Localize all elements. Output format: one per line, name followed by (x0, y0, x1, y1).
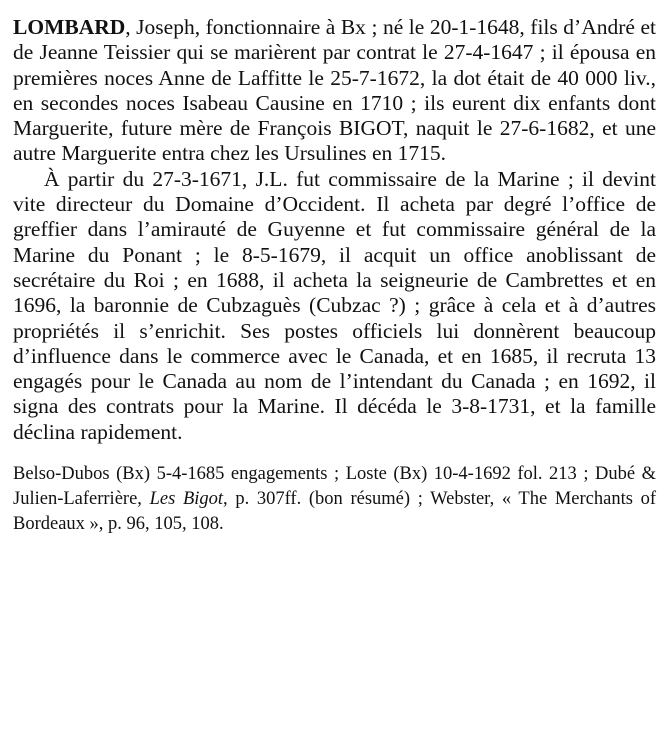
page (13, 15, 656, 537)
biographical-entry (13, 15, 656, 445)
entry-paragraph-1 (13, 15, 656, 167)
sources-text-2: , p. 307ff. (bon résumé) ; Webster, « The Merchants of Bordeaux », p. 96, 105, 108. (13, 489, 657, 535)
sources-paragraph (13, 462, 656, 537)
entry-headword: LOMBARD (13, 15, 126, 39)
sources-text-1: Belso-Dubos (Bx) 5-4-1685 engagements ; Loste (Bx) 10-4-1692 fol. 213 ; Dubé & Julien-Laferrière, (13, 464, 656, 510)
sources-book-title: Les Bigot (149, 489, 224, 510)
entry-intro-text: , Joseph, fonctionnaire à Bx ; né le 20-1-1648, fils d’André et de Jeanne Teissier qui se marièrent par contrat le 27-4-1647 ; il épousa en premières noces Anne de Laffitte le 25-7-1672, la dot était de 40 000 liv., en secondes noces Isabeau Causine en 1710 ; ils eurent dix enfants dont Marguerite, future mère de François BIGOT, naquit le 27-6-1682, et une autre Marguerite entra chez les Ursulines en 1715. (13, 15, 656, 166)
entry-paragraph-2: À partir du 27-3-1671, J.L. fut commissaire de la Marine ; il devint vite directeur du Domaine d’Occident. Il acheta par degré l’office de greffier dans l’amirauté de Guyenne et fut commissaire général de la Marine du Ponant ; le 8-5-1679, il acquit un office anoblissant de secrétaire du Roi ; en 1688, il acheta la seigneurie de Cambrettes et en 1696, la baronnie de Cubzaguès (Cubzac ?) ; grâce à cela et à d’autres propriétés il s’enrichit. Ses postes officiels lui donnèrent beaucoup d’influence dans le commerce avec le Canada, et en 1685, il recruta 13 engagés pour le Canada au nom de l’intendant du Canada ; en 1692, il signa des contrats pour la Marine. Il décéda le 3-8-1731, et la famille déclina rapidement. (13, 166, 656, 444)
